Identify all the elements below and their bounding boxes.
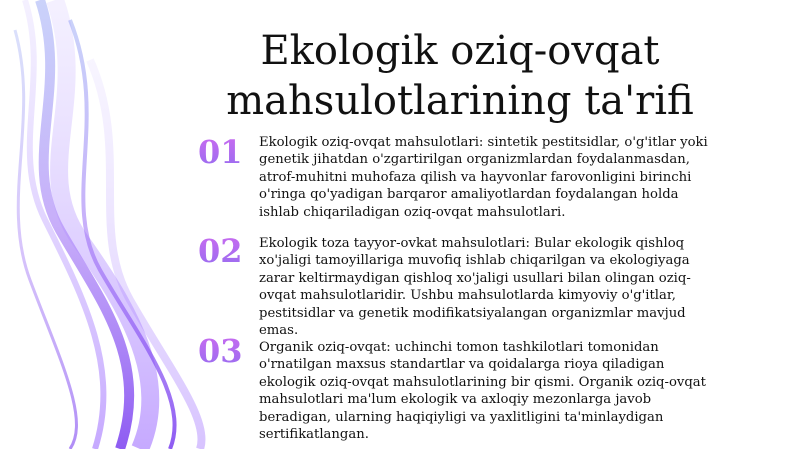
slide-title: Ekologik oziq-ovqat mahsulotlarining ta'rifi — [226, 28, 694, 124]
item-text: Ekologik oziq-ovqat mahsulotlari: sintetik pestitsidlar, o'g'itlar yoki genetik jihatdan o'zgartirilgan organizmlardan foydalanmasdan, atrof-muhitni muhofaza qilish va hayvonlar farovonligini birinchi o'ringa qo'yadigan barqaror amaliyotlardan foydalangan holda ishlab chiqariladigan oziq-ovqat mahsulotlari. — [259, 135, 708, 220]
item-text: Organik oziq-ovqat: uchinchi tomon tashkilotlari tomonidan o'rnatilgan maxsus standartlar va qoidalarga rioya qiladigan ekologik oziq-ovqat mahsulotlarining bir qismi. Organik oziq-ovqat mahsulotlari ma'lum ekologik va axloqiy mezonlarga javob beradigan, ularning haqiqiyligi va yaxlitligini ta'minlaydigan sertifikatlangan. — [259, 340, 706, 443]
item-number: 01 — [198, 136, 256, 168]
item-text: Ekologik toza tayyor-ovkat mahsulotlari: Bular ekologik qishloq xo'jaligi tamoyillariga muvofiq ishlab chiqarilgan va ekologiyaga zarar keltirmaydigan qishloq xo'jaligi usullari bilan olingan oziq-ovqat mahsulotlaridir. Ushbu mahsulotlarda kimyoviy o'g'itlar, pestitsidlar va genetik modifikatsiyalangan organizmlar mavjud emas. — [259, 236, 691, 339]
item-number: 03 — [198, 335, 256, 367]
item-number: 02 — [198, 235, 256, 267]
